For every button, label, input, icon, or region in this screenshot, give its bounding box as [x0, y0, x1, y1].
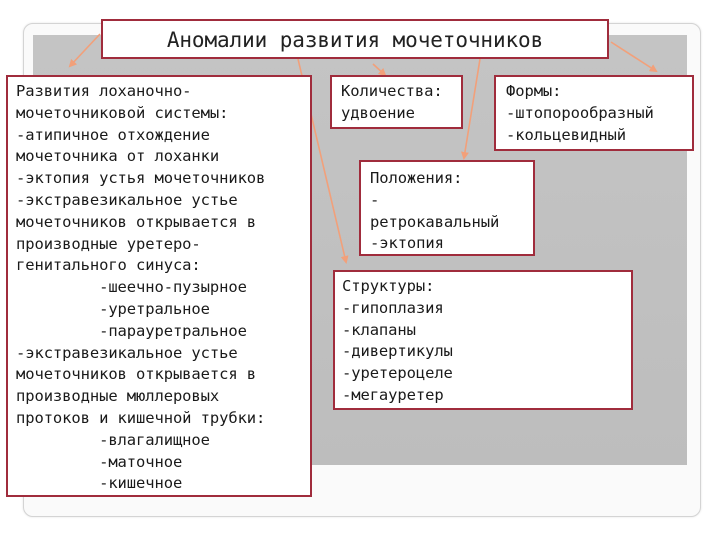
arrow-to-right-top [611, 42, 656, 71]
arrow-to-count [373, 64, 385, 75]
position-anomalies-box: Положения: - ретрокавальный -эктопия [359, 160, 535, 256]
arrow-to-left-top [70, 34, 100, 66]
development-anomalies-box: Развития лоханочно- мочеточниковой системы: -атипичное отхождение мочеточника от лоханки -эктопия устья мочеточников -экстравезикальное устье мочеточников открывается в производные уретеро- генитального синуса: -шеечно-пузырное -уретральное -парауретральное -экстравезикальное устье мочеточников открывается в производные мюллеровых протоков и кишечной трубки: -влагалищное -маточное -кишечное [6, 75, 312, 497]
quantity-anomalies-box: Количества: удвоение [330, 75, 463, 129]
structure-anomalies-box: Структуры: -гипоплазия -клапаны -дивертикулы -уретероцеле -мегауретер [333, 270, 633, 410]
arrow-to-position [464, 59, 480, 158]
form-anomalies-box: Формы: -штопорообразный -кольцевидный [494, 75, 694, 151]
diagram-title: Аномалии развития мочеточников [101, 19, 609, 59]
